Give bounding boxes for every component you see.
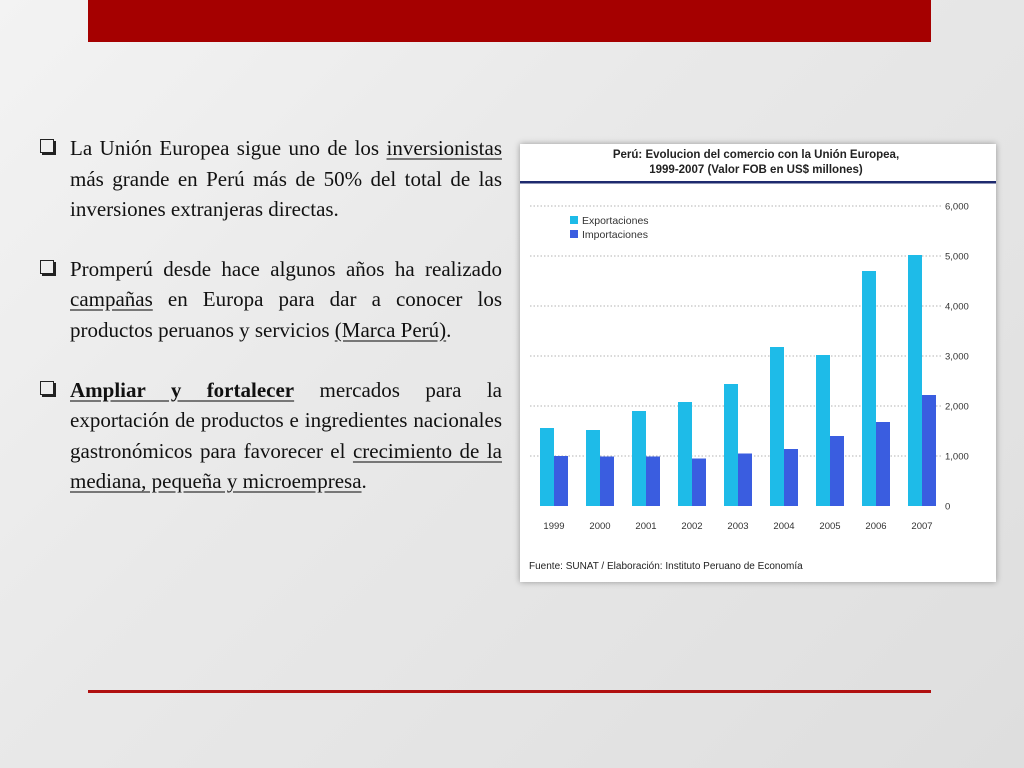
- x-tick-label: 2005: [819, 521, 841, 532]
- bar-importaciones-2005: [830, 436, 844, 506]
- x-tick-label: 2000: [589, 521, 611, 532]
- chart-subtitle: 1999-2007 (Valor FOB en US$ millones): [649, 164, 863, 176]
- bullet-item-markets: [40, 375, 503, 497]
- title-rule: [520, 181, 996, 184]
- bar-importaciones-2006: [876, 422, 890, 506]
- text-segment: La Unión Europea sigue uno de los: [70, 136, 387, 160]
- bar-importaciones-1999: [554, 456, 568, 506]
- x-tick-label: 2003: [727, 521, 749, 532]
- highlighted-phrase: (Marca Perú): [334, 317, 447, 342]
- bar-exportaciones-2003: [724, 384, 738, 506]
- bullet-item-eu-investment: [40, 133, 503, 225]
- highlighted-phrase: campañas: [70, 287, 153, 312]
- y-tick-label: 4,000: [945, 301, 969, 313]
- y-tick-label: 0: [945, 501, 951, 513]
- text-segment: en Europa para dar a conocer los productos peruanos y servicios: [70, 287, 502, 342]
- highlighted-phrase: inversionistas: [386, 136, 502, 160]
- text-segment: .: [446, 317, 452, 342]
- chart-panel: [520, 144, 996, 582]
- bar-importaciones-2007: [922, 395, 936, 506]
- text-segment: mercados para la exportación de productos e ingredientes nacionales gastronómicos para favorecer el: [70, 377, 502, 463]
- text-segment: Promperú desde hace algunos años ha realizado: [70, 256, 502, 281]
- checkbox-bullet-icon: [40, 260, 54, 274]
- y-tick-label: 1,000: [945, 451, 969, 463]
- y-tick-label: 6,000: [945, 201, 969, 213]
- bullet-item-promperu: [40, 254, 503, 346]
- y-tick-label: 5,000: [945, 251, 969, 263]
- x-tick-label: 2004: [773, 521, 795, 532]
- bar-exportaciones-2000: [586, 430, 600, 506]
- chart-title: Perú: Evolucion del comercio con la Unión Europea,: [612, 149, 900, 161]
- bullet-text: [70, 133, 502, 225]
- top-accent-bar: [88, 0, 931, 42]
- bar-exportaciones-2007: [908, 255, 922, 506]
- bar-importaciones-2004: [784, 449, 798, 506]
- text-segment: más grande en Perú más de 50% del total de las inversiones extranjeras directas.: [70, 166, 502, 222]
- y-tick-label: 3,000: [945, 351, 969, 363]
- bar-importaciones-2003: [738, 454, 752, 507]
- bar-exportaciones-1999: [540, 428, 554, 506]
- bar-chart: [520, 144, 996, 582]
- bullet-list: [40, 133, 503, 526]
- x-tick-label: 2001: [635, 521, 657, 532]
- text-segment: .: [361, 469, 367, 494]
- bar-importaciones-2002: [692, 459, 706, 507]
- legend-label: Importaciones: [582, 229, 648, 241]
- legend-swatch: [570, 216, 578, 224]
- highlighted-phrase: crecimiento de la mediana, pequeña y microempresa: [70, 438, 502, 494]
- chart-source: Fuente: SUNAT / Elaboración: Instituto Peruano de Economía: [529, 561, 803, 572]
- bar-exportaciones-2006: [862, 271, 876, 506]
- legend-swatch: [570, 230, 578, 238]
- highlighted-phrase: Ampliar y fortalecer: [70, 377, 295, 402]
- bullet-text: [70, 254, 502, 346]
- bar-exportaciones-2002: [678, 402, 692, 506]
- bottom-divider: [88, 690, 931, 693]
- y-tick-label: 2,000: [945, 401, 969, 413]
- x-tick-label: 2007: [911, 521, 933, 532]
- x-tick-label: 2002: [681, 521, 703, 532]
- bar-exportaciones-2004: [770, 347, 784, 506]
- bar-importaciones-2000: [600, 457, 614, 507]
- bullet-text: [70, 375, 502, 497]
- x-tick-label: 1999: [543, 521, 565, 532]
- bar-exportaciones-2005: [816, 355, 830, 506]
- legend-label: Exportaciones: [582, 215, 649, 227]
- checkbox-bullet-icon: [40, 139, 54, 153]
- bar-exportaciones-2001: [632, 411, 646, 506]
- x-tick-label: 2006: [865, 521, 887, 532]
- bar-importaciones-2001: [646, 457, 660, 507]
- checkbox-bullet-icon: [40, 381, 54, 395]
